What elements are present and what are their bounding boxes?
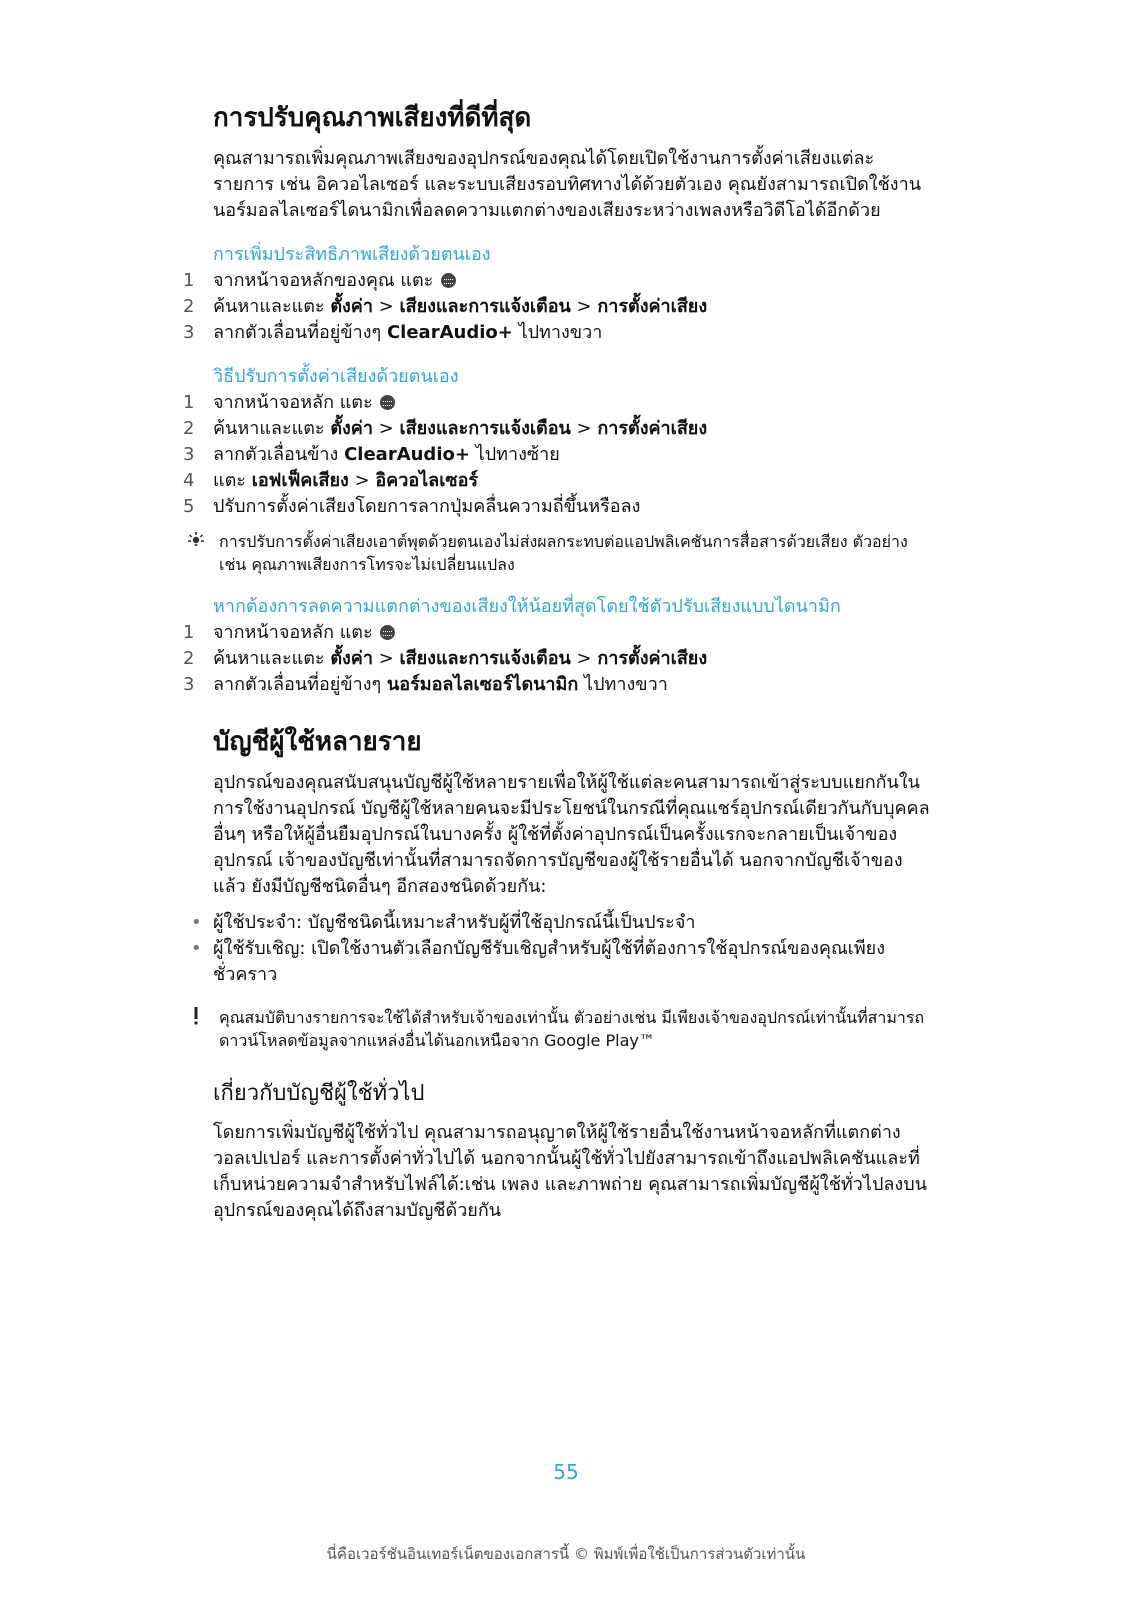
step: 1 จากหน้าจอหลัก แตะ: [213, 390, 933, 416]
tip-note: การปรับการตั้งค่าเสียงเอาต์พุตด้วยตนเองไม่ส่งผลกระทบต่อแอปพลิเคชันการสื่อสารด้วยเสียง ตัวอย่างเช่น คุณภาพเสียงการโทรจะไม่เปลี่ยนแปลง: [213, 530, 933, 576]
section-title-multi-user: บัญชีผู้ใช้หลายราย: [213, 727, 422, 757]
app-menu-icon: [441, 273, 456, 288]
step: 1 จากหน้าจอหลักของคุณ แตะ: [213, 268, 933, 294]
step: 4 แตะ เอฟเฟ็คเสียง > อิควอไลเซอร์: [183, 470, 479, 491]
steps-auto: [183, 268, 933, 346]
subheading-auto-enhance: การเพิ่มประสิทธิภาพเสียงด้วยตนเอง: [213, 244, 491, 265]
exclamation-icon: [187, 1006, 205, 1026]
step: 2 ค้นหาและแตะ ตั้งค่า > เสียงและการแจ้งเตือน > การตั้งค่าเสียง: [183, 648, 708, 669]
steps-manual: [183, 390, 933, 520]
subheading-manual-settings: วิธีปรับการตั้งค่าเสียงด้วยตนเอง: [213, 366, 459, 387]
step: 1 จากหน้าจอหลัก แตะ: [213, 620, 933, 646]
bullet-icon: •: [191, 938, 202, 959]
lightbulb-icon: [187, 530, 205, 550]
bullet-icon: •: [191, 912, 202, 933]
account-types-list: [191, 910, 933, 988]
subheading-dynamic-normalizer: หากต้องการลดความแตกต่างของเสียงให้น้อยที่สุดโดยใช้ตัวปรับเสียงแบบไดนามิก: [213, 596, 841, 617]
page-footer: นี่คือเวอร์ชันอินเทอร์เน็ตของเอกสารนี้ © พิมพ์เพื่อใช้เป็นการส่วนตัวเท่านั้น: [326, 1545, 806, 1563]
app-menu-icon: [380, 625, 395, 640]
step: 5 ปรับการตั้งค่าเสียงโดยการลากปุ่มคลื่นความถี่ขึ้นหรือลง: [183, 496, 641, 517]
list-item: • ผู้ใช้ประจำ: บัญชีชนิดนี้เหมาะสำหรับผู้ที่ใช้อุปกรณ์นี้เป็นประจำ: [213, 910, 933, 936]
section-intro: คุณสามารถเพิ่มคุณภาพเสียงของอุปกรณ์ของคุณได้โดยเปิดใช้งานการตั้งค่าเสียงแต่ละรายการ เช่น อิควอไลเซอร์ และระบบเสียงรอบทิศทางได้ด้วยตัวเอง คุณยังสามารถเปิดใช้งานนอร์มอลไลเซอร์ไดนามิกเพื่อลดความแตกต่างของเสียงระหว่างเพลงหรือวิดีโอได้อีกด้วย: [213, 148, 921, 221]
step: 3 ลากตัวเลื่อนข้าง ClearAudio+ ไปทางซ้าย: [183, 444, 560, 465]
step: 3 ลากตัวเลื่อนที่อยู่ข้างๆ นอร์มอลไลเซอร์ไดนามิก ไปทางขวา: [183, 674, 668, 695]
step: 3 ลากตัวเลื่อนที่อยู่ข้างๆ ClearAudio+ ไปทางขวา: [183, 322, 603, 343]
steps-dynamic: [183, 620, 933, 698]
document-content: [183, 100, 933, 1224]
step: 2 ค้นหาและแตะ ตั้งค่า > เสียงและการแจ้งเตือน > การตั้งค่าเสียง: [183, 296, 708, 317]
warning-note: คุณสมบัติบางรายการจะใช้ได้สำหรับเจ้าของเท่านั้น ตัวอย่างเช่น มีเพียงเจ้าของอุปกรณ์เท่านั้นที่สามารถดาวน์โหลดข้อมูลจากแหล่งอื่นได้นอกเหนือจาก Google Play™: [213, 1006, 933, 1052]
step: 2 ค้นหาและแตะ ตั้งค่า > เสียงและการแจ้งเตือน > การตั้งค่าเสียง: [183, 418, 708, 439]
app-menu-icon: [380, 395, 395, 410]
section-body: โดยการเพิ่มบัญชีผู้ใช้ทั่วไป คุณสามารถอนุญาตให้ผู้ใช้รายอื่นใช้งานหน้าจอหลักที่แตกต่าง วอลเปเปอร์ และการตั้งค่าทั่วไปได้ นอกจากนั้นผู้ใช้ทั่วไปยังสามารถเข้าถึงแอปพลิเคชันและที่เก็บหน่วยความจำสำหรับไฟล์ได้:เช่น เพลง และภาพถ่าย คุณสามารถเพิ่มบัญชีผู้ใช้ทั่วไปลงบนอุปกรณ์ของคุณได้ถึงสามบัญชีด้วยกัน: [213, 1122, 927, 1221]
section-title-general-users: เกี่ยวกับบัญชีผู้ใช้ทั่วไป: [213, 1081, 425, 1106]
list-item: • ผู้ใช้รับเชิญ: เปิดใช้งานตัวเลือกบัญชีรับเชิญสำหรับผู้ใช้ที่ต้องการใช้อุปกรณ์ของคุณเพียงชั่วคราว: [191, 938, 886, 985]
section-intro: อุปกรณ์ของคุณสนับสนุนบัญชีผู้ใช้หลายรายเพื่อให้ผู้ใช้แต่ละคนสามารถเข้าสู่ระบบแยกกันในการใช้งานอุปกรณ์ บัญชีผู้ใช้หลายคนจะมีประโยชน์ในกรณีที่คุณแชร์อุปกรณ์เดียวกันกับบุคคลอื่นๆ หรือให้ผู้อื่นยืมอุปกรณ์ในบางครั้ง ผู้ใช้ที่ตั้งค่าอุปกรณ์เป็นครั้งแรกจะกลายเป็นเจ้าของอุปกรณ์ เจ้าของบัญชีเท่านั้นที่สามารถจัดการบัญชีของผู้ใช้รายอื่นได้ นอกจากบัญชีเจ้าของแล้ว ยังมีบัญชีชนิดอื่นๆ อีกสองชนิดด้วยกัน:: [213, 772, 930, 897]
section-title-sound-quality: การปรับคุณภาพเสียงที่ดีที่สุด: [213, 103, 532, 133]
page-number: 55: [553, 1460, 579, 1484]
